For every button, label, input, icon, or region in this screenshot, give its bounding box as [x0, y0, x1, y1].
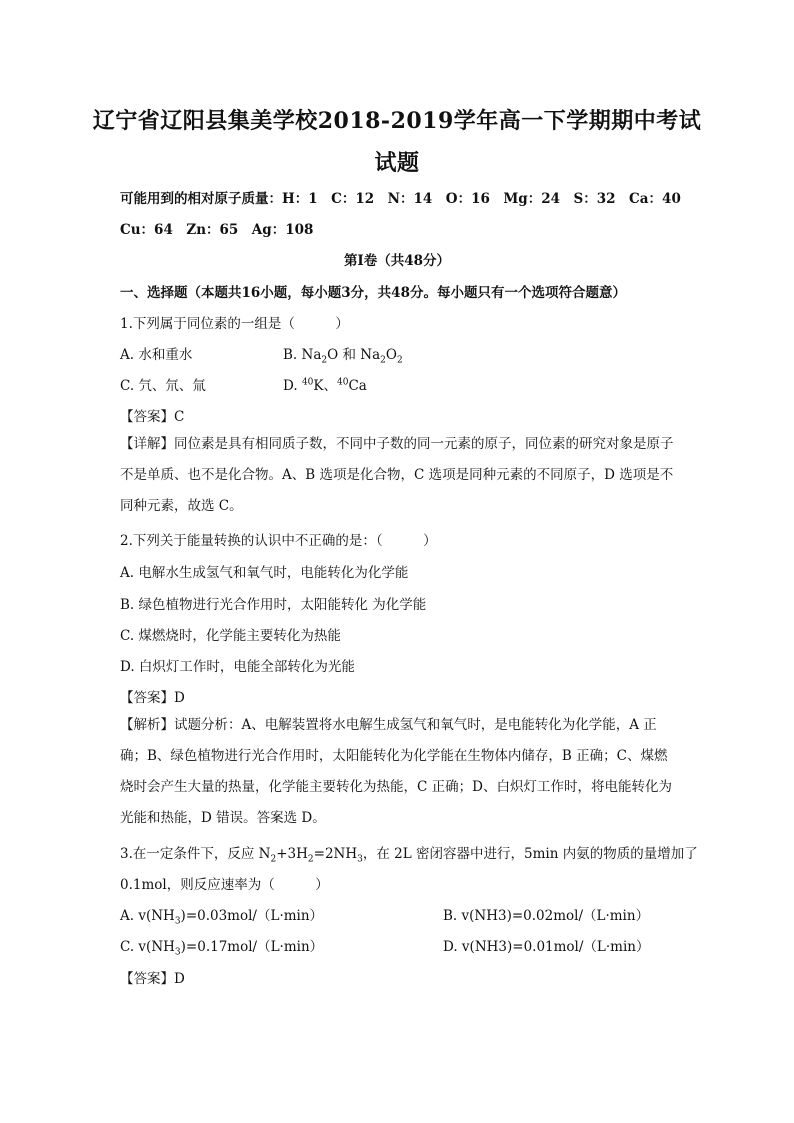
- section-title: 第Ⅰ卷（共48分）: [343, 253, 451, 269]
- q2-option-b: B. 绿色植物进行光合作用时，太阳能转化 为化学能: [120, 597, 427, 613]
- q2-option-c: C. 煤燃烧时，化学能主要转化为热能: [120, 628, 341, 644]
- q3-option-a: A. $v(NH_3)=0.03mol/(L\cdot\min)$: [120, 908, 324, 927]
- q1-explanation: 【详解】同位素是具有相同质子数，不同中子数的同一元素的原子，同位素的研究对象是原子不是单质、也不是化合物。A、B 选项是化合物，C 选项是同种元素的不同原子，D 选项是不同种元素，故选 C。: [120, 436, 674, 514]
- q1-answer: 【答案】C: [120, 409, 185, 425]
- q3-option-b: B. v(NH3)=0.02mol/（L·min）: [443, 908, 650, 924]
- q2-explanation: 【解析】试题分析：A、电解装置将水电解生成氢气和氧气时，是电能转化为化学能，A 正确；B、绿色植物进行光合作用时，太阳能转化为化学能在生物体内储存，B 正确；C、煤燃烧时会产生大量的热量，化学能主要转化为热能，C 正确；D、白炽灯工作时，将电能转化为光能和热能，D 错误。答案选 D。: [120, 717, 672, 826]
- part-heading: 一、选择题（本题共16小题，每小题3分，共48分。每小题只有一个选项符合题意）: [120, 285, 626, 301]
- q3-stem-line-2: 0.1mol，则反应速率为（ ）: [120, 877, 329, 893]
- q1-option-c: C. 氕、氘、氚: [120, 378, 206, 394]
- q1-option-d: D. $^{40}$K、$^{40}$Ca: [283, 377, 367, 394]
- q1-option-b: B. $Na_2O$ 和 $Na_2O_2$: [283, 347, 403, 366]
- q3-answer: 【答案】D: [120, 971, 185, 987]
- page-title-continued: 试题: [374, 150, 420, 176]
- q3-option-d: D. v(NH3)=0.01mol/（L·min）: [443, 939, 650, 955]
- atomic-masses-line-2: Cu：64 Zn：65 Ag：108: [120, 222, 314, 238]
- atomic-masses-line-1: 可能用到的相对原子质量：H：1 C：12 N：14 O：16 Mg：24 S：32 Ca：40: [120, 191, 681, 207]
- q1-stem: 1.下列属于同位素的一组是（ ）: [120, 316, 349, 332]
- q3-option-c: C. $v(NH_3)=0.17mol/(L\cdot\min)$: [120, 939, 324, 958]
- q2-stem: 2.下列关于能量转换的认识中不正确的是：（ ）: [120, 533, 437, 549]
- q2-answer: 【答案】D: [120, 690, 185, 706]
- page-title: 辽宁省辽阳县集美学校2018-2019学年高一下学期期中考试: [92, 108, 702, 134]
- q2-option-d: D. 白炽灯工作时，电能全部转化为光能: [120, 659, 355, 675]
- q3-stem: 3.在一定条件下，反应 $N_2+3H_2=2NH_3$，在 2L 密闭容器中进行，5min 内氨的物质的量增加了: [120, 846, 698, 865]
- q2-option-a: A. 电解水生成氢气和氧气时，电能转化为化学能: [120, 565, 409, 581]
- q1-option-a: A. 水和重水: [120, 347, 193, 363]
